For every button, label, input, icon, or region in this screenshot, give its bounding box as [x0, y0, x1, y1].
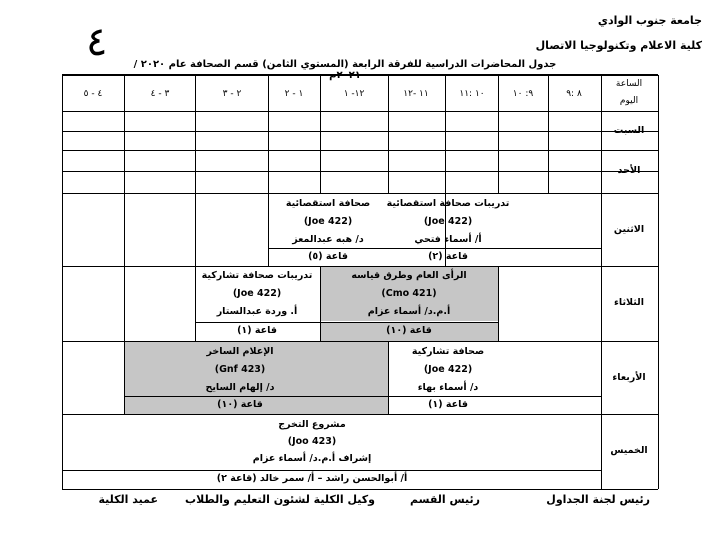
session-monday-investigative-code: (Joe 422): [303, 216, 353, 227]
table-border-top: [62, 75, 658, 76]
university-name: جامعة جنوب الوادي: [597, 14, 702, 27]
col-line-day: [601, 75, 602, 489]
corner-day-label: اليوم: [619, 96, 639, 106]
row-line-2: [62, 150, 658, 151]
tue-room-line: [195, 322, 498, 323]
corner-time-label: الساعة: [615, 79, 643, 89]
day-1: الأحد: [617, 165, 641, 176]
session-tuesday-public-opinion-course: الرأى العام وطرق قياسه: [351, 270, 467, 281]
session-monday-investigative-room: قاعة (٥): [308, 251, 348, 262]
page-number: ٤: [86, 19, 108, 65]
session-tuesday-participatory-training-course: تدريبات صحافة تشاركية: [201, 270, 313, 281]
session-monday-investigative-training-code: (Joe 422): [423, 216, 473, 227]
session-wednesday-participatory-room: قاعة (١): [428, 399, 468, 410]
thu-room-line: [62, 470, 601, 471]
session-tuesday-public-opinion-code: (Cmo 421): [381, 288, 437, 299]
day-4: الأربعاء: [612, 372, 646, 383]
session-wednesday-satire-instructor: د/ إلهام السايح: [205, 382, 275, 393]
session-thursday-graduation-project-room: أ/ أبوالحسن راشد – أ/ سمر خالد (قاعة ٢): [216, 473, 408, 484]
time-slot-8: ٤ - ٥: [83, 89, 103, 99]
session-monday-investigative-training-course: تدريبات صحافة استقصائية: [386, 198, 510, 209]
session-monday-investigative-training-instructor: أ/ أسماء فتحي: [414, 234, 482, 245]
row-line-6: [62, 341, 658, 342]
table-border-top-2: [62, 74, 658, 75]
table-border-left: [62, 75, 63, 489]
time-slot-4: ١٢- ١: [343, 89, 365, 99]
session-tuesday-participatory-training-instructor: أ. وردة عبدالستار: [216, 306, 298, 317]
time-slot-0: ٨ :٩: [566, 89, 582, 99]
signature-schedules-committee: رئيس لجنة الجداول: [546, 493, 650, 506]
row-line-5: [62, 266, 658, 267]
col-line-mon-3: [124, 193, 125, 266]
faculty-name: كلية الاعلام وتكنولوجيا الاتصال: [535, 39, 702, 52]
table-border-bottom: [62, 489, 658, 490]
session-tuesday-participatory-training-code: (Joe 422): [232, 288, 282, 299]
signature-vice-dean: وكيل الكلية لشئون التعليم والطلاب: [185, 493, 375, 506]
time-slot-3: ١١ -١٢: [403, 89, 429, 99]
day-5: الخميس: [610, 445, 648, 456]
row-line-4: [62, 193, 658, 194]
day-2: الاثنين: [613, 224, 645, 235]
schedule-title: جدول المحاضرات الدراسية للفرقة الرابعة (المستوي الثامن) قسم الصحافة عام ٢٠٢٠ /: [133, 59, 557, 70]
time-slot-1: ٩: ١٠: [512, 89, 534, 99]
time-slot-6: ٢ - ٣: [222, 89, 242, 99]
session-wednesday-satire-room: قاعة (١٠): [217, 399, 263, 410]
session-tuesday-participatory-training-room: قاعة (١): [237, 325, 277, 336]
table-border-right: [658, 75, 659, 489]
signature-dean: عميد الكلية: [98, 493, 158, 506]
day-0: السبت: [613, 125, 645, 136]
session-wednesday-satire-course: الإعلام الساخر: [206, 346, 274, 357]
session-thursday-graduation-project-instructor: إشراف أ.م.د/ أسماء عزام: [252, 453, 372, 464]
session-tuesday-public-opinion-instructor: أ.م.د/ أسماء عزام: [367, 306, 451, 317]
wed-room-line: [124, 396, 601, 397]
time-slot-5: ١ - ٢: [284, 89, 304, 99]
session-tuesday-public-opinion-room: قاعة (١٠): [386, 325, 432, 336]
mon-room-line: [268, 248, 601, 249]
time-slot-2: ١٠ :١١: [459, 89, 485, 99]
day-3: الثلاثاء: [614, 297, 644, 308]
session-wednesday-participatory-instructor: د/ أسماء بهاء: [417, 382, 479, 393]
session-monday-investigative-training-room: قاعة (٢): [428, 251, 468, 262]
row-line-7: [62, 414, 658, 415]
time-slot-7: ٣ - ٤: [150, 89, 170, 99]
session-wednesday-participatory-course: صحافة تشاركية: [411, 346, 485, 357]
signature-department-head: رئيس القسم: [410, 493, 480, 506]
session-thursday-graduation-project-course: مشروع التخرج: [278, 419, 346, 430]
session-thursday-graduation-project-code: (Joo 423): [287, 436, 337, 447]
session-monday-investigative-course: صحافة استقصائية: [285, 198, 371, 209]
session-wednesday-participatory-code: (Joe 422): [423, 364, 473, 375]
session-monday-investigative-instructor: د/ هبه عبدالمعز: [292, 234, 364, 245]
row-line-0: [62, 111, 658, 112]
session-wednesday-satire-code: (Gnf 423): [214, 364, 266, 375]
